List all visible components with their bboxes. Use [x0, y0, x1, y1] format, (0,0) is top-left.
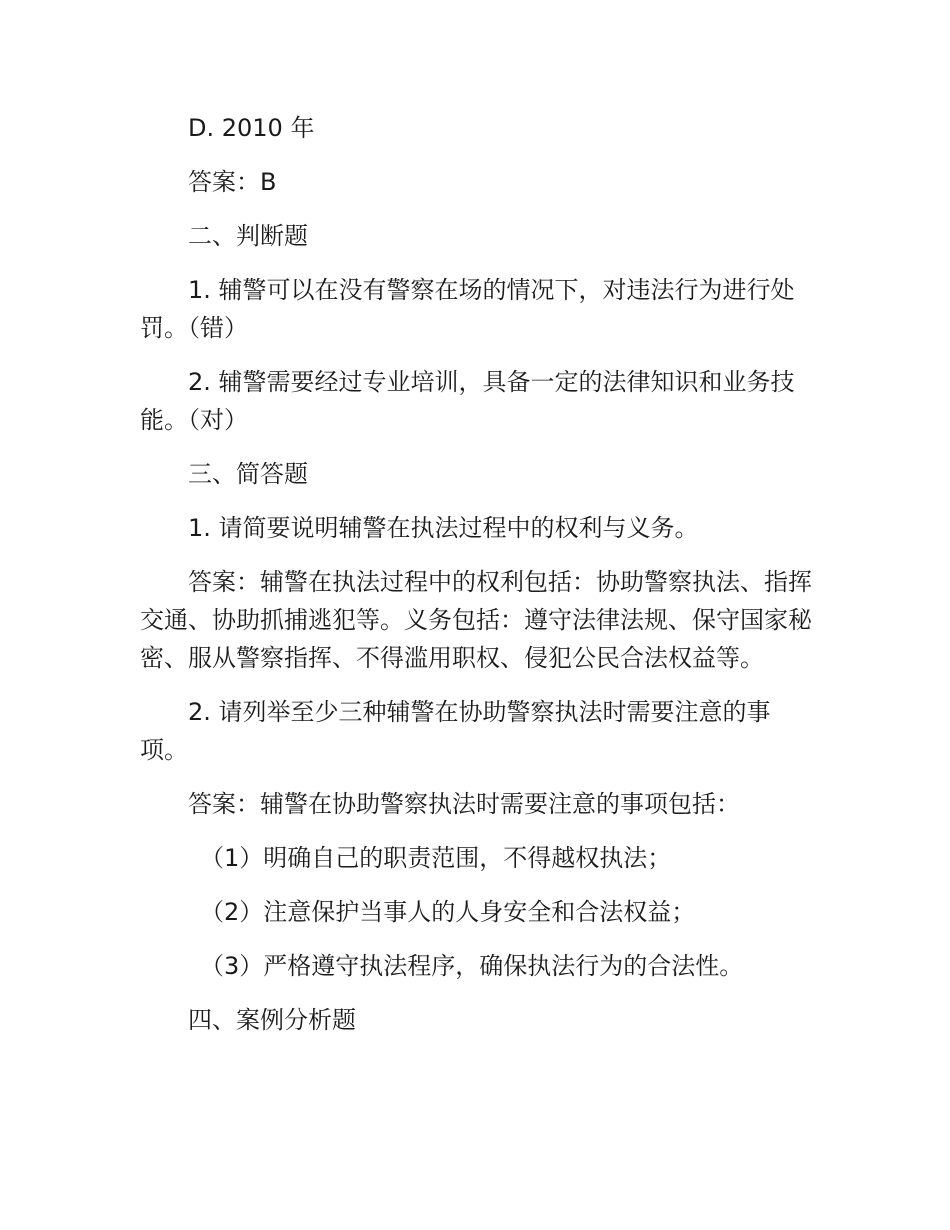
section-heading-true-false: 二、判断题: [188, 222, 308, 250]
section-heading-short-answer: 三、简答题: [188, 460, 308, 488]
true-false-question-1: 1. 辅警可以在没有警察在场的情况下，对违法行为进行处罚。（错）: [140, 276, 795, 342]
short-answer-question-2: 2. 请列举至少三种辅警在协助警察执法时需要注意的事项。: [140, 698, 771, 764]
answer-item-1: （1）明确自己的职责范围，不得越权执法；: [200, 844, 672, 872]
option-d: D. 2010 年: [188, 114, 315, 142]
answer-line: 答案：B: [188, 168, 277, 196]
short-answer-answer-2: 答案：辅警在协助警察执法时需要注意的事项包括：: [188, 790, 740, 818]
true-false-question-2: 2. 辅警需要经过专业培训，具备一定的法律知识和业务技能。（对）: [140, 368, 795, 434]
document-body: [140, 109, 812, 1055]
section-heading-case-analysis: 四、案例分析题: [188, 1006, 356, 1034]
answer-item-2: （2）注意保护当事人的人身安全和合法权益；: [200, 898, 696, 926]
short-answer-answer-1: 答案：辅警在执法过程中的权利包括：协助警察执法、指挥交通、协助抓捕逃犯等。义务包括：遵守法律法规、保守国家秘密、服从警察指挥、不得滥用职权、侵犯公民合法权益等。: [140, 568, 812, 672]
short-answer-question-1: 1. 请简要说明辅警在执法过程中的权利与义务。: [188, 514, 699, 542]
answer-item-3: （3）严格遵守执法程序，确保执法行为的合法性。: [200, 952, 744, 980]
